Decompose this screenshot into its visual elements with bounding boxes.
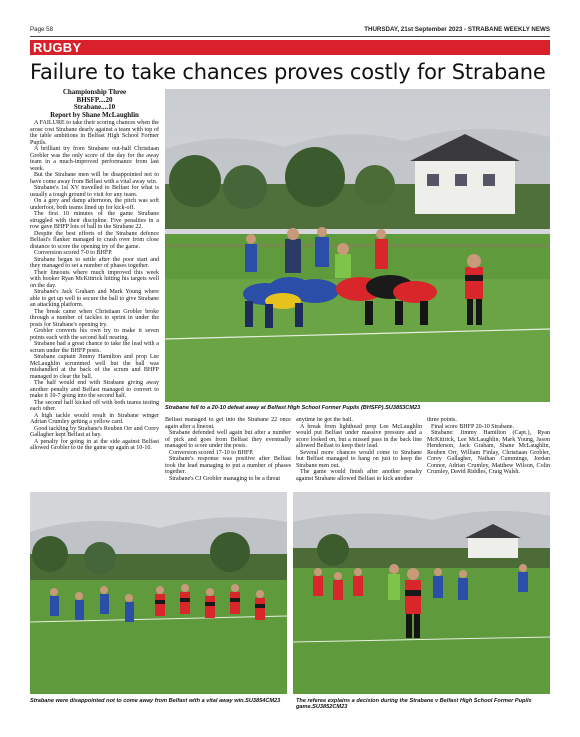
scrum-photo-illustration xyxy=(165,89,550,402)
article-paragraph: The game would finish after another penalty against Strabane allowed Belfast to kick another xyxy=(296,469,422,482)
article-paragraph: Strabane defended well again but after a number of pick and goes from Belfast they eventually managed to score under the posts. xyxy=(165,430,291,449)
article-column-2 xyxy=(165,417,291,497)
main-photo-caption: Strabane fell to a 20-10 defeat away at Belfast High School Former Pupils (BHSFP).SU3853CM23 xyxy=(165,405,421,411)
article-paragraph: Strabane had a great chance to take the lead with a scrum under the BHFP posts. xyxy=(30,341,159,354)
article-paragraph: A high tackle would result in Strabane winger Adrian Crumley getting a yellow card. xyxy=(30,412,159,426)
page-number: Page 58 xyxy=(30,26,54,33)
article-paragraph: Strabane's response was positive after Belfast took the lead managing to put a number of phases together. xyxy=(165,456,291,475)
bottom-left-photo xyxy=(30,492,287,694)
match-infobox xyxy=(30,89,159,119)
article-paragraph: Good tackling by Strabane's Reuben Orr and Corey Gallagher kept Belfast at bay. xyxy=(30,425,159,439)
article-paragraph: Strabane captain Jimmy Hamilton and prop Lee McLaughlin scrummed well but the ball was mishandled at the back of the scrum and BHFP managed to clear the ball. xyxy=(30,354,159,380)
article-paragraph: Conversion scored 17-10 to BHFP. xyxy=(169,449,254,456)
article-paragraph: Final score BHFP 20-10 Strabane. xyxy=(431,423,514,430)
section-label: RUGBY xyxy=(33,40,82,55)
bottom-right-caption: The referee explains a decision during the Strabane v Belfast High School Former Pupils game.SU3852CM23 xyxy=(296,698,532,711)
article-paragraph: The half would end with Strabane giving away another penalty and Belfast managed to convert to make it 10-7 going into the second half. xyxy=(30,380,159,400)
article-paragraph: The second half kicked off with both teams testing each other. xyxy=(30,399,159,413)
score-line-away: Strabane....10 xyxy=(73,103,116,112)
article-paragraph: A brilliant try from Strabane out-half Christiaan Grobler was the only score of the day for the away team in a much-improved performance from last week. xyxy=(30,146,159,172)
article-paragraph: Belfast managed to get into the Strabane 22 once again after a lineout. xyxy=(165,417,291,430)
article-paragraph: The break came when Christiaan Grobler broke through a number of tackles to sprint in under the posts for Strabane's opening try. xyxy=(30,308,159,328)
article-paragraph: On a grey and damp afternoon, the pitch was soft underfoot, both teams lined up for kick-off. xyxy=(30,198,159,211)
score-line-home: BHSFP....20 xyxy=(76,95,113,104)
article-paragraph: Several more chances would come to Strabane but Belfast managed to hang on just to keep the Strabane men out. xyxy=(296,449,422,469)
article-paragraph: Strabane's 1st XV travelled to Belfast for what is usually a tough ground to visit for any team. xyxy=(30,185,159,198)
bottom-right-photo xyxy=(293,492,550,694)
competition-name: Championship Three xyxy=(62,89,127,96)
article-paragraph: three points. xyxy=(427,417,457,423)
bottom-left-caption: Strabane were disappointed not to come away from Belfast with a vital away win.SU3854CM23 xyxy=(30,698,281,704)
article-paragraph: Despite the best efforts of the Strabane defence Belfast's flanker managed to crash over from close distance to score the opening try of the game. xyxy=(30,230,159,250)
article-paragraph: Strabane began to settle after the poor start and they managed to set a number of phases together. xyxy=(30,256,159,270)
article-paragraph: Strabane's Jack Graham and Mark Young where able to get up well to secure the ball to give Strabane an attacking platform. xyxy=(30,289,159,309)
byline: Report by Shane McLaughlin xyxy=(50,110,139,119)
article-paragraph: A FAILURE to take their scoring chances when the arose cost Strabane dearly against a team with top of the table ambitions in Belfast High School Former Pupils. xyxy=(30,120,159,146)
article-paragraph: Conversion scored 7-0 to BHFP. xyxy=(34,250,113,257)
article-paragraph: Grobler converts his own try to make it seven points each with the second half nearing. xyxy=(30,328,159,341)
article-paragraph: A break from lighthead prop Lee McLaughlin would put Belfast under massive pressure and a score looked on, but a missed pass in the back line allowed Belfast to keep their lead. xyxy=(296,423,422,449)
article-paragraph: Their lineouts where much improved this week with hooker Ryan McKittrick hitting his targets well on the day. xyxy=(30,269,159,289)
page-folio xyxy=(30,26,550,36)
article-paragraph: anytime he got the ball. xyxy=(296,417,353,423)
article-paragraph: But the Strabane men will be disappointed not to have come away from Belfast with a vital away win. xyxy=(30,172,159,185)
article-paragraph: The first 10 minutes of the game Strabane struggled with their discipline. Five penalties in a row gave BHFP lots of ball in the Strabane 22. xyxy=(30,211,159,231)
referee-photo-illustration xyxy=(293,492,550,694)
section-banner xyxy=(30,40,550,55)
main-photo xyxy=(165,89,550,402)
article-paragraph: Strabane: Jimmy Hamilton (Capt.), Ryan McKittrick, Lee McLaughlin, Mark Young, Jason Henderson, Jack Graham, Shane McLaughlin, Reuben Orr, William Finlay, Christiaan Grobler, Corey Gallagher, Nathan Cummings, Jordan Connor, Adrian Crumley, Matthew Wilson, Colin Crumley, David Riddles, Craig Walsh. xyxy=(427,430,550,475)
article-column-4 xyxy=(427,417,550,497)
team-walking-illustration xyxy=(30,492,287,694)
article-column-3 xyxy=(296,417,422,497)
header-rule xyxy=(30,36,550,37)
headline: Failure to take chances proves costly for Strabane xyxy=(30,60,546,84)
dateline: THURSDAY, 21st September 2023 - STRABANE WEEKLY NEWS xyxy=(364,26,550,33)
article-column-1 xyxy=(30,89,159,489)
article-paragraph: Strabane's CJ Grobler managing to be a threat xyxy=(169,475,281,482)
article-paragraph: A penalty for going in at the side against Belfast allowed Grobler to tie the game up again at 10-10. xyxy=(30,438,159,452)
column-1-body xyxy=(30,120,159,452)
